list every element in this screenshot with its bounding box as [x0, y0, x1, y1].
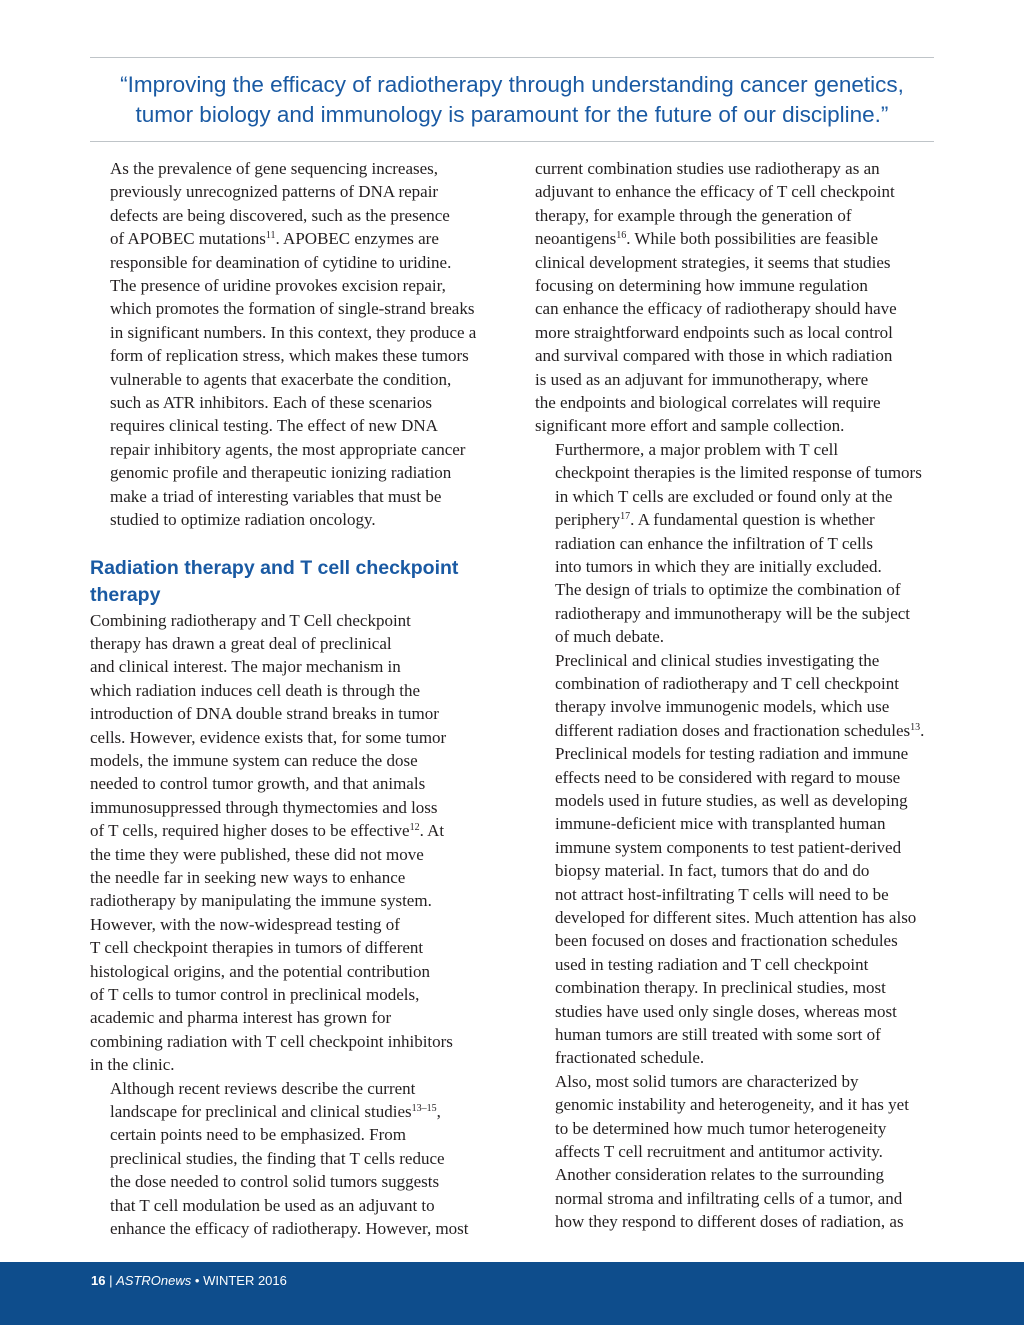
text-line: The presence of uridine provokes excision repair, [110, 276, 446, 296]
text-line: biopsy material. In fact, tumors that do and do [555, 861, 870, 881]
text-line: can enhance the efficacy of radiotherapy should have [535, 299, 897, 319]
text-line [90, 819, 490, 842]
pull-quote-line: tumor biology and immunology is paramount for the future of our discipline.” [135, 102, 889, 127]
text-line [535, 227, 935, 250]
citation-ref: 16 [616, 230, 627, 242]
text-line: fractionated schedule. [555, 1048, 705, 1068]
paragraph [535, 157, 935, 438]
text-line: human tumors are still treated with some sort of [555, 1025, 881, 1045]
text-line: into tumors in which they are initially excluded. [555, 556, 882, 576]
text-line: studied to optimize radiation oncology. [110, 510, 376, 530]
text-line: combining radiation with T cell checkpoint inhibitors [90, 1031, 453, 1051]
text-line: enhance the efficacy of radiotherapy. However, most [110, 1219, 469, 1239]
citation-ref: 17 [620, 511, 631, 523]
text-line: such as ATR inhibitors. Each of these scenarios [110, 393, 432, 413]
text-line: effects need to be considered with regard to mouse [555, 767, 901, 787]
text-line: in which T cells are excluded or found only at the [555, 486, 893, 506]
publication-name: ASTROnews [116, 1273, 192, 1288]
text-line: therapy, for example through the generation of [535, 205, 852, 225]
page-number: 16 [91, 1273, 106, 1288]
text-line: Also, most solid tumors are characterized by [555, 1071, 859, 1091]
footer-bullet: • [194, 1273, 200, 1288]
paragraph [535, 1070, 935, 1234]
text-line: is used as an adjuvant for immunotherapy, where [535, 369, 869, 389]
text-line: histological origins, and the potential contribution [90, 961, 430, 981]
text-line: Preclinical and clinical studies investigating the [555, 650, 880, 670]
text-line: Preclinical models for testing radiation and immune [555, 744, 909, 764]
paragraph [535, 649, 935, 1070]
text-line: radiotherapy and immunotherapy will be the subject [555, 603, 911, 623]
text-line: adjuvant to enhance the efficacy of T cell checkpoint [535, 182, 895, 202]
text-fragment: . A fundamental question is whether [630, 510, 875, 530]
text-line: radiotherapy by manipulating the immune system. [90, 891, 432, 911]
heading-line: Radiation therapy and T cell checkpoint [90, 556, 459, 579]
text-line: which radiation induces cell death is through the [90, 680, 420, 700]
text-line: immunosuppressed through thymectomies and loss [90, 797, 438, 817]
text-fragment: of APOBEC mutations [110, 229, 266, 249]
text-line: of T cells to tumor control in preclinical models, [90, 985, 420, 1004]
footer-separator: | [109, 1273, 113, 1288]
text-fragment: of T cells, required higher doses to be effective [90, 821, 410, 841]
text-line: current combination studies use radiotherapy as an [535, 159, 880, 178]
text-line: clinical development strategies, it seems that studies [535, 252, 891, 272]
text-line: models, the immune system can reduce the dose [90, 750, 418, 770]
text-line: make a triad of interesting variables that must be [110, 486, 442, 506]
text-line: preclinical studies, the finding that T cells reduce [110, 1148, 445, 1168]
issue-label: WINTER 2016 [203, 1273, 287, 1288]
text-line: therapy involve immunogenic models, which use [555, 697, 890, 717]
section-heading [90, 555, 490, 609]
text-line: been focused on doses and fractionation schedules [555, 931, 898, 951]
text-line: Although recent reviews describe the current [110, 1078, 416, 1098]
text-line: checkpoint therapies is the limited response of tumors [555, 463, 922, 483]
text-line: studies have used only single doses, whereas most [555, 1001, 897, 1021]
text-line: in significant numbers. In this context, they produce a [110, 322, 477, 342]
text-line: previously unrecognized patterns of DNA repair [110, 182, 439, 202]
text-line: certain points need to be emphasized. From [110, 1125, 406, 1145]
text-line: immune system components to test patient-derived [555, 837, 902, 857]
text-line [535, 719, 935, 742]
text-line [90, 227, 490, 250]
text-line: defects are being discovered, such as the presence [110, 205, 450, 225]
text-line: Another consideration relates to the surrounding [555, 1165, 885, 1185]
text-line: cells. However, evidence exists that, for some tumor [90, 727, 447, 747]
text-line: the time they were published, these did not move [90, 844, 424, 864]
text-fragment: neoantigens [535, 229, 617, 249]
text-line: As the prevalence of gene sequencing increases, [110, 159, 439, 178]
footer-bar [0, 1262, 1024, 1325]
paragraph [90, 609, 490, 1077]
text-line: significant more effort and sample collection. [535, 416, 845, 436]
text-fragment: . APOBEC enzymes are [275, 229, 439, 249]
text-line: form of replication stress, which makes these tumors [110, 346, 469, 366]
text-line: The design of trials to optimize the combination of [555, 580, 901, 600]
text-line: of much debate. [555, 627, 665, 647]
left-column [90, 157, 490, 1240]
text-fragment: . While both possibilities are feasible [626, 229, 878, 249]
text-line: T cell checkpoint therapies in tumors of different [90, 938, 424, 958]
text-line: in the clinic. [90, 1055, 175, 1075]
text-line: which promotes the formation of single-strand breaks [110, 299, 475, 319]
text-line: to be determined how much tumor heterogeneity [555, 1118, 887, 1138]
text-line: and clinical interest. The major mechanism in [90, 657, 401, 677]
citation-ref: 13 [910, 721, 921, 733]
text-fragment: different radiation doses and fractionation schedules [555, 720, 911, 740]
text-line: However, with the now-widespread testing of [90, 914, 400, 934]
text-line: not attract host-infiltrating T cells will need to be [555, 884, 889, 904]
footer-text [91, 1273, 287, 1288]
text-line [90, 1100, 490, 1123]
text-line: normal stroma and infiltrating cells of a tumor, and [555, 1188, 903, 1208]
text-line: the endpoints and biological correlates will require [535, 393, 881, 413]
text-fragment: , [436, 1102, 441, 1122]
heading-line: therapy [90, 583, 161, 606]
text-line: requires clinical testing. The effect of new DNA [110, 416, 438, 436]
text-fragment: . [920, 720, 925, 740]
text-line: immune-deficient mice with transplanted human [555, 814, 886, 834]
text-line: needed to control tumor growth, and that animals [90, 774, 426, 794]
text-line: genomic instability and heterogeneity, and it has yet [555, 1095, 909, 1115]
text-line: Combining radiotherapy and T Cell checkpoint [90, 610, 411, 630]
top-divider [90, 57, 934, 58]
text-line: combination of radiotherapy and T cell checkpoint [555, 673, 899, 693]
text-line: and survival compared with those in which radiation [535, 346, 893, 366]
right-column [535, 157, 935, 1234]
text-line: vulnerable to agents that exacerbate the condition, [110, 369, 452, 389]
text-line: introduction of DNA double strand breaks in tumor [90, 704, 439, 724]
text-line: repair inhibitory agents, the most appropriate cancer [110, 439, 466, 459]
text-line: genomic profile and therapeutic ionizing radiation [110, 463, 452, 483]
text-line: more straightforward endpoints such as local control [535, 322, 893, 342]
paragraph [90, 157, 490, 532]
pull-quote [90, 70, 934, 130]
text-line: models used in future studies, as well as developing [555, 790, 908, 810]
citation-ref: 13–15 [411, 1103, 437, 1115]
citation-ref: 11 [265, 230, 276, 242]
text-line: that T cell modulation be used as an adjuvant to [110, 1195, 435, 1215]
text-line: radiation can enhance the infiltration of T cells [555, 533, 874, 553]
text-line: the needle far in seeking new ways to enhance [90, 867, 406, 887]
text-line: affects T cell recruitment and antitumor activity. [555, 1142, 883, 1162]
text-line: the dose needed to control solid tumors suggests [110, 1172, 440, 1192]
citation-ref: 12 [409, 822, 420, 834]
text-line: responsible for deamination of cytidine to uridine. [110, 252, 452, 272]
text-fragment: . At [419, 821, 445, 841]
text-line: how they respond to different doses of radiation, as [555, 1212, 904, 1232]
text-line: therapy has drawn a great deal of preclinical [90, 633, 392, 653]
text-line [535, 508, 935, 531]
pull-quote-line: “Improving the efficacy of radiotherapy through understanding cancer genetics, [120, 72, 904, 97]
text-line: academic and pharma interest has grown for [90, 1008, 392, 1028]
text-fragment: landscape for preclinical and clinical studies [110, 1102, 412, 1122]
text-line: combination therapy. In preclinical studies, most [555, 978, 886, 998]
text-line: developed for different sites. Much attention has also [555, 908, 917, 927]
paragraph [90, 1077, 490, 1241]
paragraph [535, 438, 935, 649]
text-fragment: periphery [555, 510, 621, 530]
bottom-divider [90, 141, 934, 142]
text-line: Furthermore, a major problem with T cell [555, 439, 839, 459]
text-line: focusing on determining how immune regulation [535, 276, 868, 296]
text-line: used in testing radiation and T cell checkpoint [555, 954, 869, 974]
